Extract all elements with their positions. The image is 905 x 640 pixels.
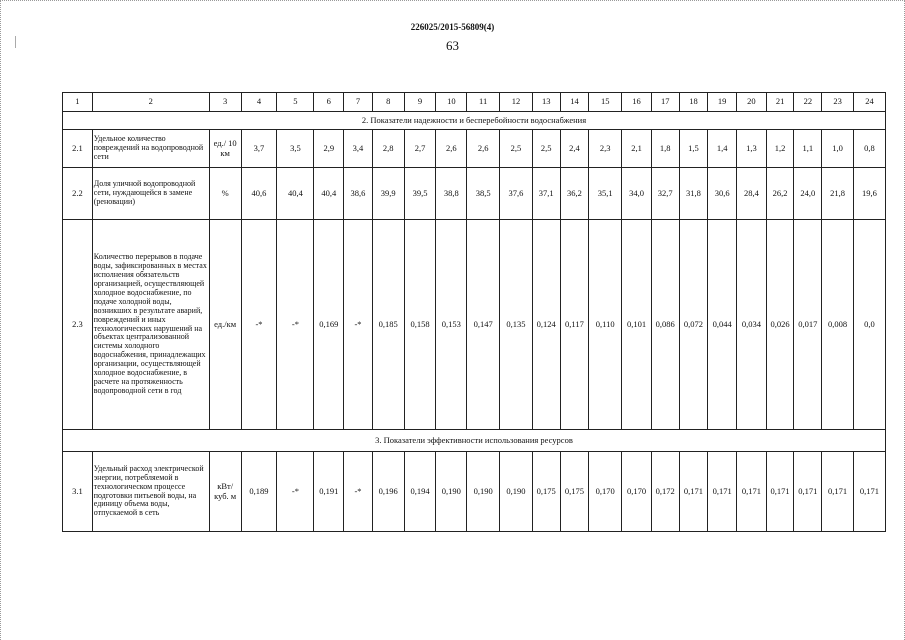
- unit-cell: %: [209, 168, 241, 220]
- value-cell: 1,8: [651, 130, 679, 168]
- value-cell: 0,147: [467, 220, 500, 430]
- column-header: 19: [708, 93, 737, 112]
- column-header: 2: [92, 93, 209, 112]
- value-cell: 0,189: [241, 452, 277, 532]
- column-header: 13: [532, 93, 560, 112]
- indicators-table: [62, 92, 886, 532]
- value-cell: 1,0: [822, 130, 854, 168]
- value-cell: 0,101: [622, 220, 652, 430]
- value-cell: 0,0: [853, 220, 885, 430]
- value-cell: 24,0: [794, 168, 822, 220]
- value-cell: 0,158: [404, 220, 436, 430]
- value-cell: 2,3: [589, 130, 622, 168]
- column-header: 6: [314, 93, 344, 112]
- column-header: 17: [651, 93, 679, 112]
- value-cell: 0,170: [622, 452, 652, 532]
- value-cell: -*: [344, 220, 373, 430]
- value-cell: 0,172: [651, 452, 679, 532]
- value-cell: 2,9: [314, 130, 344, 168]
- value-cell: 26,2: [766, 168, 794, 220]
- value-cell: 0,190: [467, 452, 500, 532]
- value-cell: 0,124: [532, 220, 560, 430]
- value-cell: 1,1: [794, 130, 822, 168]
- value-cell: 21,8: [822, 168, 854, 220]
- unit-cell: кВт/ куб. м: [209, 452, 241, 532]
- value-cell: 40,4: [314, 168, 344, 220]
- value-cell: 38,5: [467, 168, 500, 220]
- row-number: 2.2: [63, 168, 93, 220]
- value-cell: 0,175: [532, 452, 560, 532]
- column-header: 1: [63, 93, 93, 112]
- value-cell: 1,3: [737, 130, 767, 168]
- column-header: 3: [209, 93, 241, 112]
- indicator-name: Удельное количество повреждений на водопроводной сети: [92, 130, 209, 168]
- value-cell: 0,190: [436, 452, 467, 532]
- column-header: 16: [622, 93, 652, 112]
- unit-cell: ед./ 10 км: [209, 130, 241, 168]
- column-number-row: [63, 93, 886, 112]
- column-header: 11: [467, 93, 500, 112]
- value-cell: 2,4: [560, 130, 589, 168]
- value-cell: 3,5: [277, 130, 314, 168]
- value-cell: 2,1: [622, 130, 652, 168]
- column-header: 23: [822, 93, 854, 112]
- column-header: 7: [344, 93, 373, 112]
- column-header: 4: [241, 93, 277, 112]
- value-cell: 0,194: [404, 452, 436, 532]
- value-cell: -*: [277, 220, 314, 430]
- value-cell: 0,110: [589, 220, 622, 430]
- value-cell: 40,6: [241, 168, 277, 220]
- table-row: [63, 130, 886, 168]
- value-cell: 0,034: [737, 220, 767, 430]
- indicator-name: Количество перерывов в подаче воды, зафиксированных в местах исполнения обязательств организацией, осуществляющей холодное водоснабжение, по подаче холодной воды, возникших в результате аварий, повреждений и иных технологических нарушений на объектах централизованной системы холодного водоснабжения, принадлежащих организации, осуществляющей холодное водоснабжение, в расчете на протяженность водопроводной сети в год: [92, 220, 209, 430]
- section-row: [63, 112, 886, 130]
- value-cell: 0,171: [794, 452, 822, 532]
- value-cell: 0,044: [708, 220, 737, 430]
- value-cell: 0,072: [679, 220, 708, 430]
- section-title: 3. Показатели эффективности использования ресурсов: [63, 430, 886, 452]
- value-cell: 0,117: [560, 220, 589, 430]
- value-cell: 2,6: [436, 130, 467, 168]
- value-cell: 1,2: [766, 130, 794, 168]
- value-cell: 0,175: [560, 452, 589, 532]
- indicator-name: Доля уличной водопроводной сети, нуждающейся в замене (реновации): [92, 168, 209, 220]
- value-cell: 34,0: [622, 168, 652, 220]
- row-number: 2.3: [63, 220, 93, 430]
- table-row: [63, 452, 886, 532]
- value-cell: 0,153: [436, 220, 467, 430]
- column-header: 8: [372, 93, 404, 112]
- row-number: 3.1: [63, 452, 93, 532]
- value-cell: 0,171: [853, 452, 885, 532]
- value-cell: 2,8: [372, 130, 404, 168]
- value-cell: 31,8: [679, 168, 708, 220]
- value-cell: 32,7: [651, 168, 679, 220]
- value-cell: -*: [241, 220, 277, 430]
- column-header: 20: [737, 93, 767, 112]
- value-cell: 3,4: [344, 130, 373, 168]
- section-row: [63, 430, 886, 452]
- column-header: 15: [589, 93, 622, 112]
- value-cell: 39,5: [404, 168, 436, 220]
- value-cell: 0,017: [794, 220, 822, 430]
- document-id: 226025/2015-56809(4): [410, 22, 495, 32]
- value-cell: 0,170: [589, 452, 622, 532]
- value-cell: -*: [277, 452, 314, 532]
- column-header: 24: [853, 93, 885, 112]
- value-cell: 38,8: [436, 168, 467, 220]
- column-header: 10: [436, 93, 467, 112]
- value-cell: 19,6: [853, 168, 885, 220]
- value-cell: 0,135: [500, 220, 533, 430]
- value-cell: 28,4: [737, 168, 767, 220]
- value-cell: 1,4: [708, 130, 737, 168]
- page-number: 63: [446, 38, 459, 53]
- value-cell: 0,171: [766, 452, 794, 532]
- value-cell: 39,9: [372, 168, 404, 220]
- value-cell: 0,171: [737, 452, 767, 532]
- page-edge-left: [0, 0, 1, 640]
- value-cell: 0,026: [766, 220, 794, 430]
- table-row: [63, 220, 886, 430]
- page-edge-top: [0, 0, 905, 1]
- value-cell: -*: [344, 452, 373, 532]
- value-cell: 0,008: [822, 220, 854, 430]
- column-header: 18: [679, 93, 708, 112]
- unit-cell: ед./км: [209, 220, 241, 430]
- value-cell: 38,6: [344, 168, 373, 220]
- value-cell: 0,191: [314, 452, 344, 532]
- value-cell: 2,6: [467, 130, 500, 168]
- column-header: 22: [794, 93, 822, 112]
- value-cell: 0,171: [679, 452, 708, 532]
- value-cell: 0,171: [822, 452, 854, 532]
- value-cell: 40,4: [277, 168, 314, 220]
- value-cell: 2,5: [532, 130, 560, 168]
- value-cell: 2,7: [404, 130, 436, 168]
- value-cell: 0,086: [651, 220, 679, 430]
- value-cell: 0,169: [314, 220, 344, 430]
- value-cell: 0,185: [372, 220, 404, 430]
- value-cell: 37,6: [500, 168, 533, 220]
- column-header: 12: [500, 93, 533, 112]
- value-cell: 0,8: [853, 130, 885, 168]
- value-cell: 36,2: [560, 168, 589, 220]
- column-header: 5: [277, 93, 314, 112]
- column-header: 21: [766, 93, 794, 112]
- column-header: 9: [404, 93, 436, 112]
- value-cell: 0,190: [500, 452, 533, 532]
- column-header: 14: [560, 93, 589, 112]
- value-cell: 30,6: [708, 168, 737, 220]
- table-row: [63, 168, 886, 220]
- value-cell: 0,196: [372, 452, 404, 532]
- value-cell: 0,171: [708, 452, 737, 532]
- row-number: 2.1: [63, 130, 93, 168]
- value-cell: 3,7: [241, 130, 277, 168]
- value-cell: 1,5: [679, 130, 708, 168]
- value-cell: 37,1: [532, 168, 560, 220]
- value-cell: 35,1: [589, 168, 622, 220]
- indicator-name: Удельный расход электрической энергии, потребляемой в технологическом процессе подготовки питьевой воды, на единицу объема воды, отпускаемой в сеть: [92, 452, 209, 532]
- section-title: 2. Показатели надежности и бесперебойности водоснабжения: [63, 112, 886, 130]
- value-cell: 2,5: [500, 130, 533, 168]
